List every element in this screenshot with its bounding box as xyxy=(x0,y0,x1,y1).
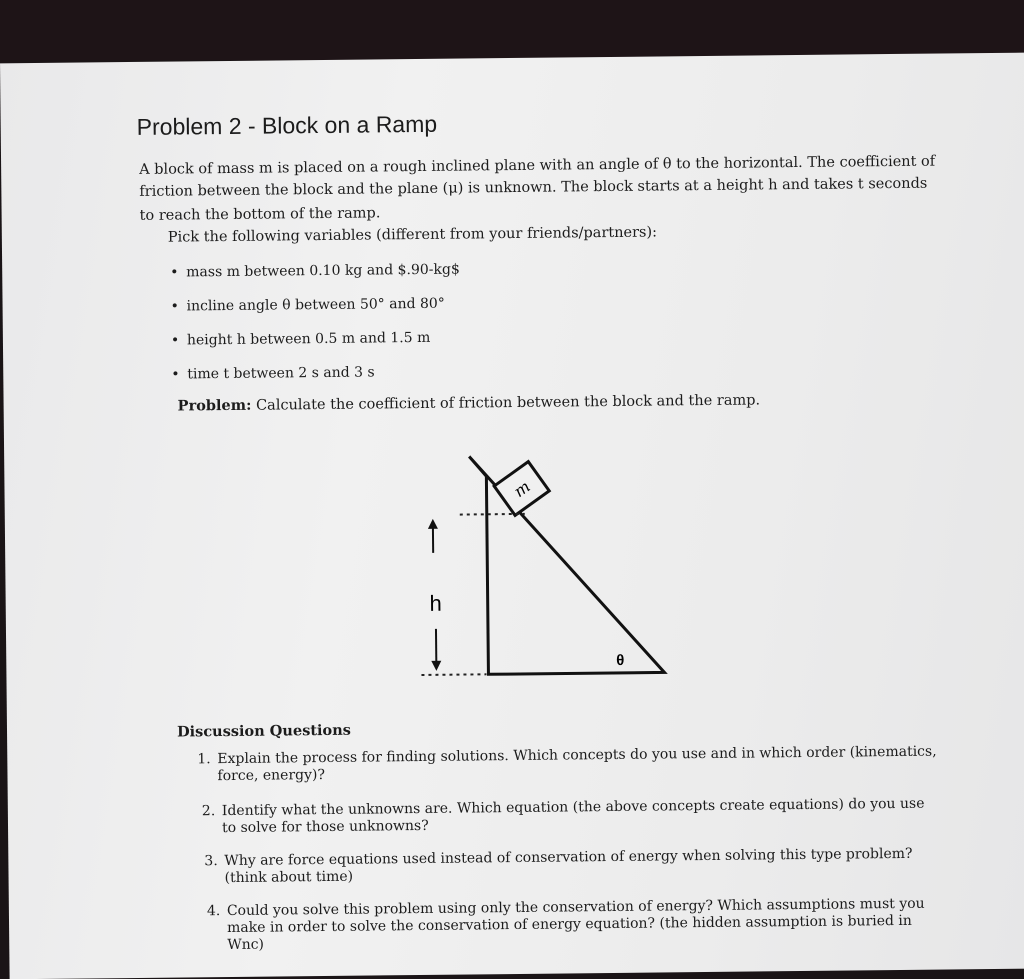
question-number: 2. xyxy=(202,803,216,820)
page-title: Problem 2 - Block on a Ramp xyxy=(137,111,438,141)
ramp-diagram xyxy=(404,446,686,689)
document-page xyxy=(0,53,1024,979)
bullet-height xyxy=(171,330,431,349)
bullet-text: time t between 2 s and 3 s xyxy=(187,364,375,382)
problem-statement-text: Calculate the coefficient of friction between the block and the ramp. xyxy=(256,392,760,413)
screen-top-bezel xyxy=(0,0,1024,60)
intro-line-2: friction between the block and the plane (μ) is unknown. The block starts at a height h and takes t seconds xyxy=(139,176,927,200)
bullet-icon: • xyxy=(171,366,187,382)
question-text: Why are force equations used instead of conservation of energy when solving this type problem? (think about time) xyxy=(224,846,912,886)
question-2 xyxy=(222,796,942,838)
bullet-angle xyxy=(171,296,445,315)
problem-statement xyxy=(178,391,761,414)
question-3 xyxy=(224,846,944,888)
question-text: Identify what the unknowns are. Which equation (the above concepts create equations) do you use to solve for those unknowns? xyxy=(222,796,925,836)
arrow-down-icon xyxy=(431,661,441,671)
question-4 xyxy=(227,895,947,954)
bullet-time xyxy=(171,364,375,382)
pick-variables-line: Pick the following variables (different from your friends/partners): xyxy=(168,224,657,245)
question-number: 3. xyxy=(204,853,218,870)
question-text: Could you solve this problem using only the conservation of energy? Which assumptions must you make in order to solve the conservation of energy equation? (the hidden assumption is buried in Wnc) xyxy=(227,896,925,953)
angle-label: θ xyxy=(616,652,624,669)
bullet-icon: • xyxy=(171,332,187,348)
bullet-text: incline angle θ between 50° and 80° xyxy=(186,296,444,315)
bullet-icon: • xyxy=(171,298,187,314)
question-number: 1. xyxy=(197,751,211,768)
bullet-icon: • xyxy=(170,264,186,280)
question-number: 4. xyxy=(207,903,221,920)
question-1 xyxy=(217,744,937,786)
intro-line-3: to reach the bottom of the ramp. xyxy=(140,205,381,224)
question-text: Explain the process for finding solutions. Which concepts do you use and in which order (kinematics, force, energy)? xyxy=(217,744,936,785)
problem-statement-label: Problem: xyxy=(178,397,252,415)
discussion-title: Discussion Questions xyxy=(177,722,351,741)
height-bottom-dash xyxy=(421,674,486,675)
block xyxy=(494,462,549,516)
bullet-text: mass m between 0.10 kg and $.90-kg$ xyxy=(186,262,460,281)
arrow-up-icon xyxy=(428,519,438,529)
height-label: h xyxy=(429,591,442,616)
intro-line-1: A block of mass m is placed on a rough inclined plane with an angle of θ to the horizontal. The coefficient of xyxy=(139,154,935,178)
bullet-text: height h between 0.5 m and 1.5 m xyxy=(187,330,431,349)
bullet-mass xyxy=(170,262,460,281)
ramp-figure xyxy=(404,446,687,693)
block-label: m xyxy=(510,477,533,501)
